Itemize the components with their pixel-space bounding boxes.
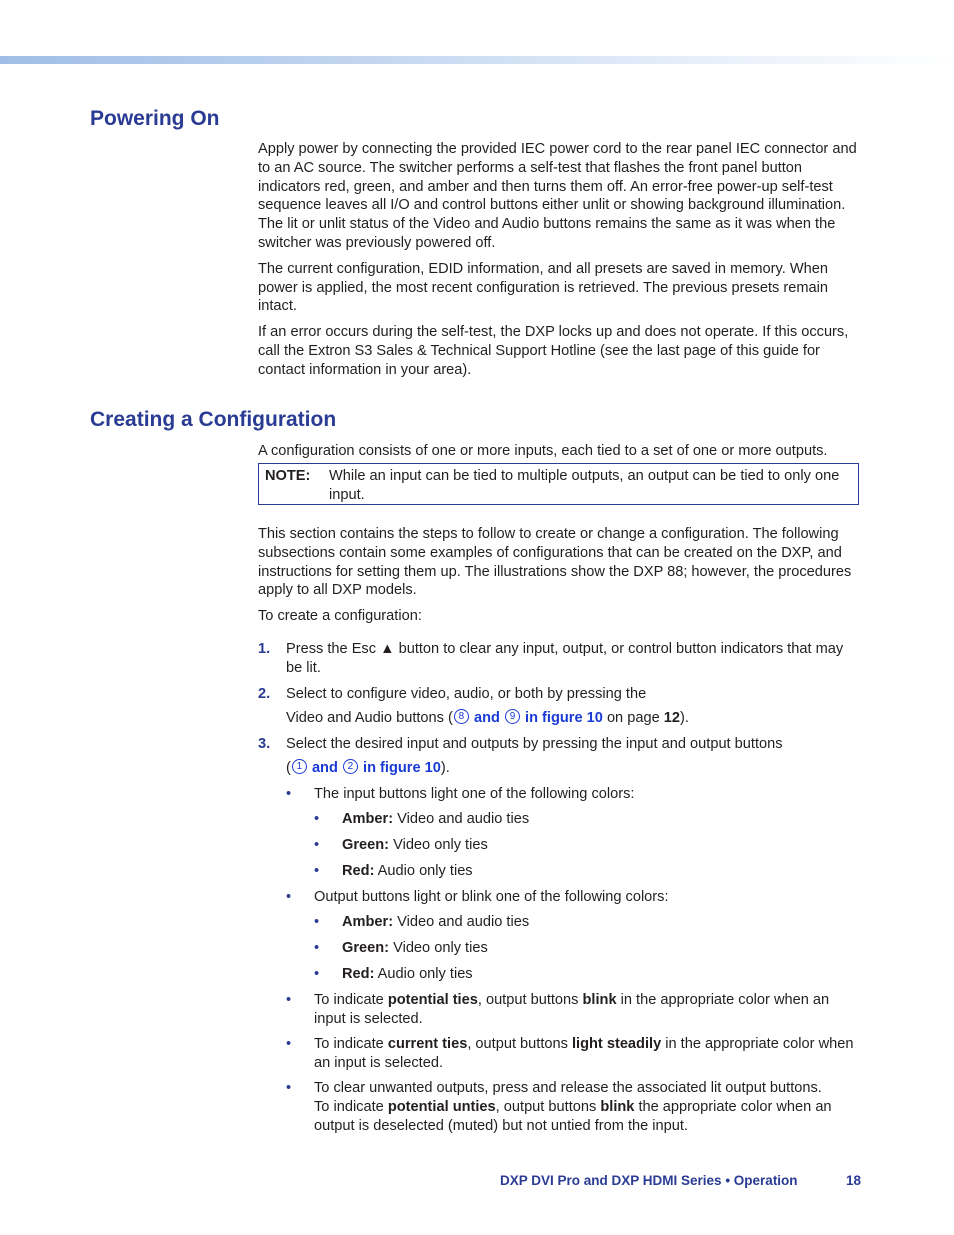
bullet-icon: • (286, 992, 292, 1008)
bullet-icon: • (314, 837, 320, 853)
bullet-text (314, 1035, 862, 1073)
footer-title: DXP DVI Pro and DXP HDMI Series • Operation (500, 1173, 798, 1188)
callout-2-icon: 2 (343, 759, 358, 774)
callout-9-icon: 9 (505, 709, 520, 724)
bullet-text: The input buttons light one of the following colors: (314, 786, 635, 802)
page-number: 12 (663, 709, 680, 726)
step-text (286, 685, 862, 728)
text-run: Audio only ties (374, 966, 473, 982)
step-line (286, 709, 862, 728)
bullet-icon: • (314, 914, 320, 930)
bullet-icon: • (314, 863, 320, 879)
step-number: 3. (258, 736, 271, 752)
step-line: Select to configure video, audio, or both by pressing the (286, 686, 647, 702)
text-run: ). (680, 709, 689, 726)
text-run: in the appropriate color when an input is selected. (314, 992, 830, 1027)
text-run: in the appropriate color when an input is selected. (314, 1036, 854, 1071)
config-intro: A configuration consists of one or more inputs, each tied to a set of one or more outputs. (258, 443, 828, 459)
heading-creating-configuration: Creating a Configuration (90, 408, 337, 431)
figure-link[interactable]: in figure 10 (363, 759, 441, 776)
bullet-icon: • (286, 786, 292, 802)
text-run: , output buttons (477, 992, 583, 1008)
text-run: blink (582, 992, 617, 1008)
text-run: ). (440, 759, 450, 776)
text-run: To indicate (314, 1098, 388, 1115)
text-run: , output buttons (467, 1036, 572, 1052)
step-number: 1. (258, 641, 271, 657)
text-run: on page (602, 709, 664, 726)
text-run: light steadily (571, 1036, 662, 1052)
paragraph: To create a configuration: (258, 608, 422, 625)
bullet-icon: • (286, 1080, 292, 1096)
config-body (258, 525, 862, 626)
text-run: Video and Audio buttons ( (286, 709, 453, 726)
bullet-icon: • (286, 889, 292, 905)
bullet-text (342, 965, 473, 984)
figure-link[interactable]: in figure 10 (525, 709, 603, 726)
bullet-text (342, 862, 473, 881)
step-text: Press the Esc ▲ button to clear any input, output, or control button indicators that may be lit. (286, 641, 844, 676)
color-label: Green: (342, 940, 390, 956)
paragraph: If an error occurs during the self-test, the DXP locks up and does not operate. If this occurs, call the Extron S3 Sales & Technical Support Hotline (see the last page of this guide for contact information in your area). (258, 324, 849, 378)
bullet-text (342, 913, 529, 932)
powering-on-body (258, 140, 862, 380)
callout-8-icon: 8 (454, 709, 469, 724)
color-label: Green: (342, 837, 390, 853)
text-run: Audio only ties (374, 863, 473, 879)
color-label: Red: (342, 966, 375, 982)
footer-page-number: 18 (846, 1173, 862, 1188)
text-run: ( (286, 759, 291, 776)
note-label: NOTE: (265, 468, 311, 484)
note-text: While an input can be tied to multiple outputs, an output can be tied to only one input. (329, 468, 840, 503)
paragraph: Apply power by connecting the provided IEC power cord to the rear panel IEC connector and to an AC source. The switcher performs a self-test that flashes the front panel button indicators red, green, and amber and then turns them off. An error-free power-up self-test sequence leaves all I/O and control buttons either unlit or showing background illumination. The lit or unlit status of the Video and Audio buttons remains the same as it was when the switcher was previously powered off. (258, 141, 857, 251)
step-number: 2. (258, 686, 271, 702)
heading-powering-on: Powering On (90, 107, 220, 130)
step-line (286, 759, 862, 778)
bullet-icon: • (314, 811, 320, 827)
text-run: blink (600, 1098, 635, 1115)
color-label: Amber: (342, 914, 394, 930)
bullet-text (314, 991, 862, 1029)
bullet-text (342, 939, 488, 958)
bullet-text (314, 1079, 864, 1135)
step-line: Select the desired input and outputs by pressing the input and output buttons (286, 736, 783, 752)
note-box (258, 463, 859, 505)
text-run: To indicate (314, 992, 388, 1008)
header-accent-bar (0, 56, 954, 64)
bullet-icon: • (314, 966, 320, 982)
bullet-text (342, 810, 529, 829)
paragraph: The current configuration, EDID information, and all presets are saved in memory. When power is applied, the most recent configuration is retrieved. The previous presets remain intact. (258, 260, 828, 315)
bullet-icon: • (314, 940, 320, 956)
text-run: To clear unwanted outputs, press and release the associated lit output buttons. (314, 1080, 822, 1096)
callout-1-icon: 1 (292, 759, 307, 774)
figure-link[interactable]: and (311, 759, 338, 776)
bullet-text (342, 836, 488, 855)
text-run: potential ties (387, 992, 478, 1008)
bullet-text: Output buttons light or blink one of the following colors: (314, 889, 669, 905)
text-run: Video only ties (389, 940, 488, 956)
text-run: Video and audio ties (393, 811, 530, 827)
text-run: , output buttons (495, 1098, 601, 1115)
text-run: To indicate (314, 1036, 388, 1052)
paragraph: This section contains the steps to follow to create or change a configuration. The following subsections contain some examples of configurations that can be created on the DXP, and instructions for setting them up. The illustrations show the DXP 88; however, the procedures apply to all DXP models. (258, 526, 852, 599)
text-run: potential unties (387, 1098, 496, 1115)
bullet-icon: • (286, 1036, 292, 1052)
text-run: Video and audio ties (393, 914, 530, 930)
text-run: Video only ties (389, 837, 488, 853)
text-run: current ties (387, 1036, 468, 1052)
step-text (286, 735, 862, 778)
color-label: Amber: (342, 811, 394, 827)
color-label: Red: (342, 863, 375, 879)
figure-link[interactable]: and (473, 709, 500, 726)
text-run: the appropriate color when an output is deselected (muted) but not untied from the input. (314, 1098, 832, 1134)
